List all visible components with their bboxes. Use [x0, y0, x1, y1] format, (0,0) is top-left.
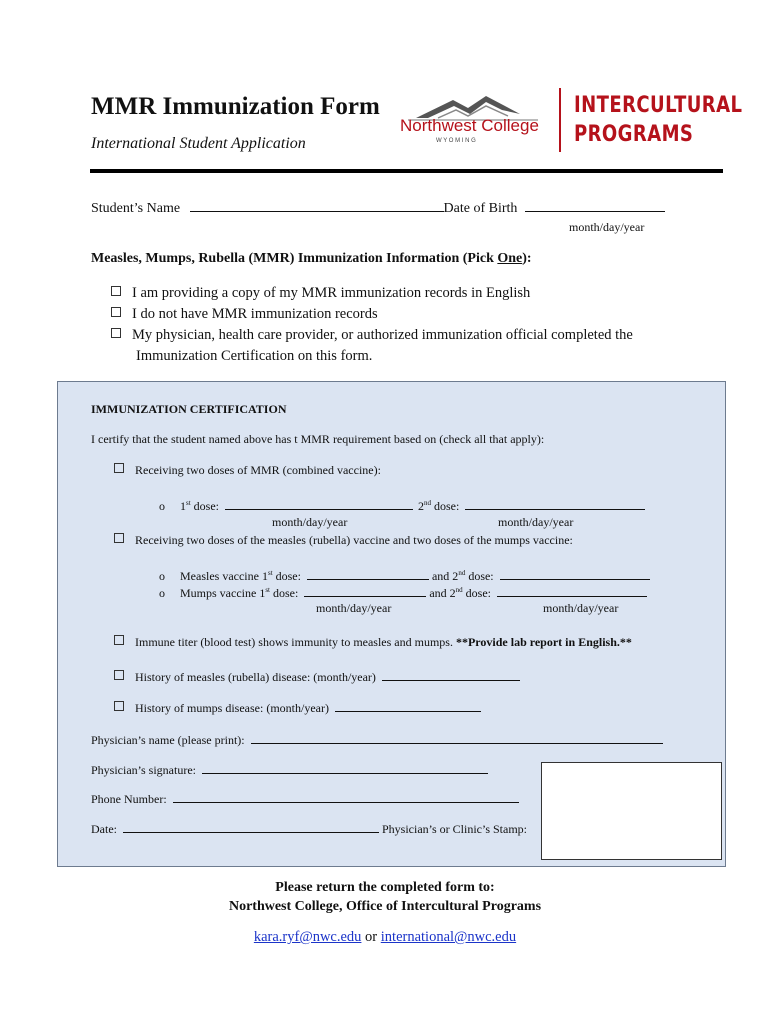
cert-two-doses[interactable]: [114, 463, 381, 478]
mmr-option-physician[interactable]: [111, 327, 633, 344]
physician-name-row: [91, 731, 663, 748]
return-instruction: Please return the completed form to:: [275, 880, 495, 895]
checkbox-icon[interactable]: [114, 635, 124, 645]
mmr-option-physician-cont: Immunization Certification on this form.: [136, 348, 373, 364]
cert-separate-label: Receiving two doses of the measles (rubella) vaccine and two doses of the mumps vaccine:: [135, 533, 573, 547]
physician-sig-row: [91, 761, 488, 778]
email-link-kara[interactable]: kara.ryf@nwc.edu: [253, 929, 362, 945]
titer-label: Immune titer (blood test) shows immunity to measles and mumps.: [135, 635, 453, 649]
first-dose-num: 1: [180, 499, 186, 513]
measles-sup: st: [267, 569, 273, 577]
second-dose-hint: month/day/year: [498, 515, 574, 529]
bullet: o: [159, 586, 165, 600]
student-name-label: Student’s Name: [91, 201, 181, 216]
physician-name-field[interactable]: [251, 731, 663, 744]
physician-sig-field[interactable]: [202, 761, 488, 774]
cert-measles-history[interactable]: [114, 668, 520, 685]
mumps-history-label: History of mumps disease: (month/year): [135, 701, 329, 715]
return-office: Northwest College, Office of Intercultural Programs: [228, 899, 542, 914]
cert-intro: I certify that the student named above has t MMR requirement based on (check all that apply):: [91, 432, 545, 446]
phone-field[interactable]: [173, 790, 519, 803]
titer-note: **Provide lab report in English.**: [455, 635, 632, 649]
option-label: My physician, health care provider, or authorized immunization official completed the: [132, 327, 633, 343]
mmr-heading-text: Measles, Mumps, Rubella (MMR) Immunization Information (Pick: [91, 251, 498, 266]
header-rule: [90, 169, 723, 173]
contact-emails: [0, 929, 770, 946]
logo-nwc-sub: W Y O M I N G: [436, 138, 476, 144]
stamp-box[interactable]: [541, 762, 722, 860]
cert-two-doses-label: Receiving two doses of MMR (combined vaccine):: [135, 463, 381, 477]
mumps-dose2-label: dose:: [462, 586, 491, 600]
first-dose-field[interactable]: [225, 497, 413, 510]
stamp-label: Physician’s or Clinic’s Stamp:: [382, 822, 528, 836]
first-dose-hint: month/day/year: [272, 515, 348, 529]
measles-dose-label: dose:: [272, 569, 301, 583]
bullet: o: [159, 499, 165, 513]
measles-second-field[interactable]: [500, 567, 650, 580]
measles-and: and 2: [431, 569, 459, 583]
cert-dose-row: [159, 497, 645, 514]
checkbox-icon[interactable]: [111, 286, 121, 296]
dob-label: Date of Birth: [443, 201, 518, 216]
form-title: MMR Immunization Form: [91, 93, 380, 120]
checkbox-icon[interactable]: [111, 328, 121, 338]
second-dose-num: 2: [418, 499, 425, 513]
student-info-row: [91, 199, 665, 217]
logo-ic-line2: PROGRAMS: [574, 122, 694, 147]
second-dose-sup: nd: [424, 499, 432, 507]
option-label: I do not have MMR immunization records: [132, 306, 378, 322]
measles-label: Measles vaccine 1: [180, 569, 268, 583]
cert-mumps-history[interactable]: [114, 699, 481, 716]
measles-history-field[interactable]: [382, 668, 520, 681]
phone-row: [91, 790, 519, 807]
first-dose-sup: st: [186, 499, 191, 507]
cert-separate-vaccines[interactable]: [114, 533, 573, 548]
second-dose-label: dose:: [431, 499, 460, 513]
mumps-first-field[interactable]: [304, 584, 426, 597]
mumps-and: and 2: [429, 586, 456, 600]
measles-dose2-label: dose:: [465, 569, 494, 583]
mumps-dose-label: dose:: [269, 586, 299, 600]
mumps-row: [159, 584, 647, 601]
northwest-college-logo: [398, 90, 548, 150]
bullet: o: [159, 569, 165, 583]
mumps-sup2: nd: [455, 586, 463, 594]
checkbox-icon[interactable]: [114, 533, 124, 543]
mmr-option-none[interactable]: [111, 306, 378, 323]
checkbox-icon[interactable]: [114, 463, 124, 473]
phone-label: Phone Number:: [91, 792, 167, 806]
option-label: I am providing a copy of my MMR immunization records in English: [132, 285, 531, 301]
mmr-heading-one: One: [497, 251, 523, 266]
date-label: Date:: [91, 822, 117, 836]
date-row: [91, 820, 527, 837]
mumps-second-field[interactable]: [497, 584, 647, 597]
or-text: or: [361, 929, 381, 945]
mmr-option-records[interactable]: [111, 285, 530, 302]
mumps-sup: st: [265, 586, 270, 594]
first-dose-label: dose:: [190, 499, 220, 513]
cert-titer[interactable]: [114, 635, 632, 650]
form-subtitle: International Student Application: [91, 135, 306, 152]
measles-history-label: History of measles (rubella) disease: (month/year): [135, 670, 376, 684]
mumps-history-field[interactable]: [335, 699, 481, 712]
cert-heading: IMMUNIZATION CERTIFICATION: [91, 402, 287, 416]
dob-field[interactable]: [525, 199, 665, 212]
logo-ic-line1: INTERCULTURAL: [574, 93, 743, 118]
measles-row: [159, 567, 650, 584]
checkbox-icon[interactable]: [111, 307, 121, 317]
mumps-date-hint: month/day/year: [543, 601, 619, 615]
measles-sup2: nd: [458, 569, 466, 577]
mumps-label: Mumps vaccine 1: [180, 586, 266, 600]
checkbox-icon[interactable]: [114, 701, 124, 711]
measles-first-field[interactable]: [307, 567, 429, 580]
student-name-field[interactable]: [190, 199, 444, 212]
second-dose-field[interactable]: [465, 497, 645, 510]
checkbox-icon[interactable]: [114, 670, 124, 680]
logo-nwc-text: Northwest College: [400, 116, 539, 135]
mmr-heading: [91, 251, 532, 267]
physician-name-label: Physician’s name (please print):: [91, 733, 245, 747]
email-link-international[interactable]: international@nwc.edu: [380, 929, 517, 945]
mmr-heading-end: ):: [522, 251, 532, 266]
measles-date-hint: month/day/year: [316, 601, 392, 615]
date-field[interactable]: [123, 820, 379, 833]
dob-hint: month/day/year: [569, 220, 645, 234]
physician-sig-label: Physician’s signature:: [91, 763, 196, 777]
logo-divider: [559, 88, 561, 152]
